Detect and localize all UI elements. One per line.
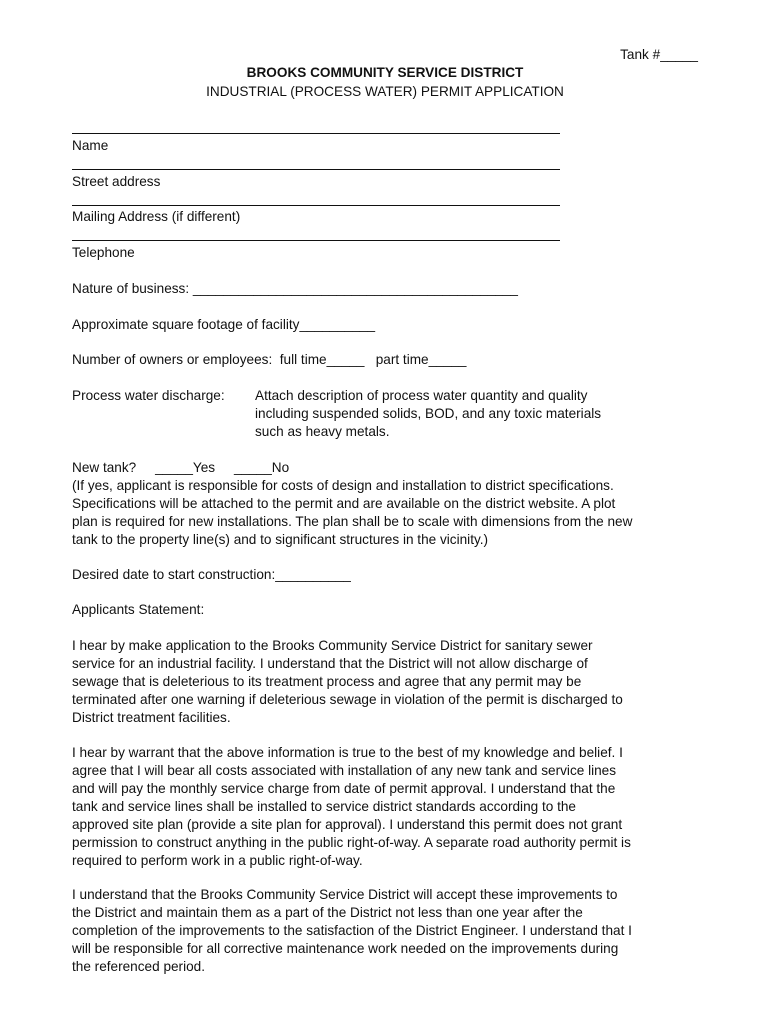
mailing-field-line[interactable] (72, 205, 560, 206)
mailing-label: Mailing Address (if different) (72, 209, 241, 224)
note-line: plan is required for new installations. The plan shall be to scale with dimensions from the new (72, 514, 633, 529)
district-title: BROOKS COMMUNITY SERVICE DISTRICT (246, 65, 524, 80)
paragraph-line: required to perform work in a public right-of-way. (72, 853, 363, 868)
paragraph-line: District treatment facilities. (72, 710, 231, 725)
telephone-field-line[interactable] (72, 240, 560, 241)
form-subtitle: INDUSTRIAL (PROCESS WATER) PERMIT APPLICATION (206, 84, 564, 99)
paragraph-line: service for an industrial facility. I understand that the District will not allow discharge of (72, 656, 588, 671)
note-line: Specifications will be attached to the permit and are available on the district website. A plot (72, 496, 616, 511)
discharge-label: Process water discharge: (72, 388, 225, 403)
paragraph-line: the referenced period. (72, 959, 206, 974)
paragraph-line: I hear by warrant that the above information is true to the best of my knowledge and belief. I (72, 745, 623, 760)
paragraph-line: approved site plan (provide a site plan for approval). I understand this permit does not grant (72, 817, 623, 832)
paragraph-line: I understand that the Brooks Community Service District will accept these improvements to (72, 887, 618, 902)
discharge-line: including suspended solids, BOD, and any toxic materials (255, 406, 602, 421)
paragraph-line: I hear by make application to the Brooks Community Service District for sanitary sewer (72, 638, 593, 653)
statement-paragraph-1 (72, 637, 702, 727)
new-tank-note (72, 477, 702, 549)
new-tank-field[interactable]: New tank? _____Yes _____No (72, 460, 290, 475)
paragraph-line: sewage that is deleterious to its treatment process and agree that any permit may be (72, 674, 582, 689)
paragraph-line: and will pay the monthly service charge from date of permit approval. I understand that the (72, 781, 616, 796)
paragraph-line: agree that I will bear all costs associated with installation of any new tank and service lines (72, 763, 617, 778)
name-label: Name (72, 138, 109, 153)
paragraph-line: completion of the improvements to the satisfaction of the District Engineer. I understand that I (72, 923, 632, 938)
statement-paragraph-2 (72, 744, 702, 870)
paragraph-line: the District and maintain them as a part of the District not less than one year after the (72, 905, 583, 920)
statement-heading: Applicants Statement: (72, 602, 205, 617)
square-footage-field[interactable]: Approximate square footage of facility__________ (72, 317, 376, 332)
discharge-line: such as heavy metals. (255, 424, 390, 439)
note-line: (If yes, applicant is responsible for costs of design and installation to district specifications. (72, 478, 614, 493)
paragraph-line: tank and service lines shall be installed to service district standards according to the (72, 799, 576, 814)
note-line: tank to the property line(s) and to significant structures in the vicinity.) (72, 532, 489, 547)
owners-employees-field[interactable]: Number of owners or employees: full time_____ part time_____ (72, 352, 467, 367)
start-date-field[interactable]: Desired date to start construction:__________ (72, 567, 351, 582)
discharge-description (255, 387, 695, 441)
tank-number: Tank #_____ (620, 47, 698, 62)
statement-paragraph-3 (72, 886, 702, 976)
paragraph-line: permission to construct anything in the public right-of-way. A separate road authority permit is (72, 835, 631, 850)
paragraph-line: terminated after one warning if deleterious sewage in violation of the permit is discharged to (72, 692, 623, 707)
telephone-label: Telephone (72, 245, 135, 260)
street-label: Street address (72, 174, 161, 189)
name-field-line[interactable] (72, 133, 560, 134)
discharge-line: Attach description of process water quantity and quality (255, 388, 588, 403)
street-field-line[interactable] (72, 169, 560, 170)
paragraph-line: will be responsible for all corrective maintenance work needed on the improvements during (72, 941, 619, 956)
nature-of-business-field[interactable]: Nature of business: ___________________________________________ (72, 281, 518, 296)
